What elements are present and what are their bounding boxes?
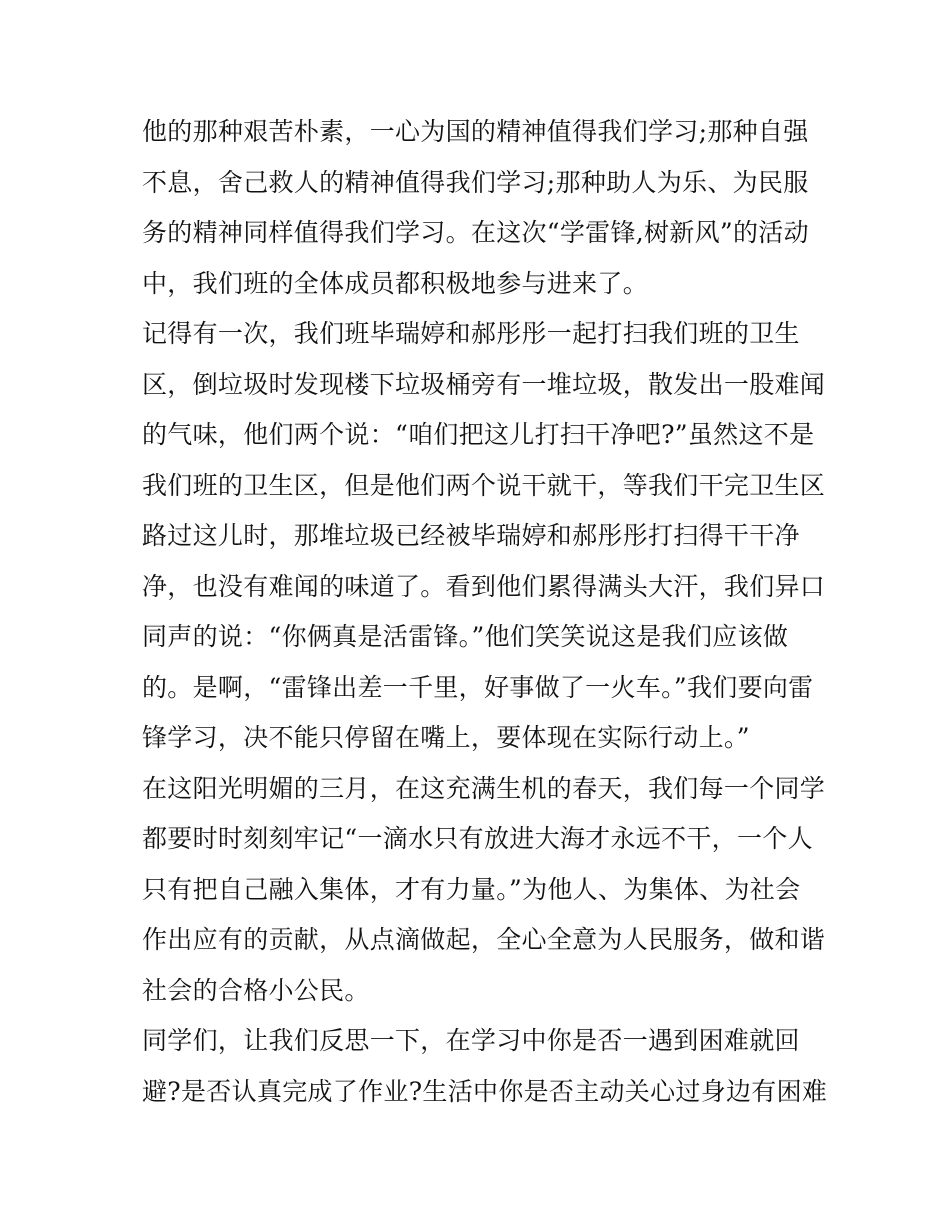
text-line: 只有把自己融入集体，才有力量。”为他人、为集体、为社会 <box>142 874 801 904</box>
text-line: 作出应有的贡献，从点滴做起，全心全意为人民服务，做和谐 <box>142 925 826 954</box>
text-line: 不息，舍己救人的精神值得我们学习;那种助人为乐、为民服 <box>142 167 809 197</box>
text-line: 净，也没有难闻的味道了。看到他们累得满头大汗，我们异口 <box>142 571 826 601</box>
text-line: 的气味，他们两个说：“咱们把这儿打扫干净吧?”虽然这不是 <box>142 420 815 449</box>
text-line: 同声的说：“你俩真是活雷锋。”他们笑笑说这是我们应该做 <box>142 622 789 651</box>
text-line: 锋学习，决不能只停留在嘴上，要体现在实际行动上。” <box>142 723 750 752</box>
text-line: 同学们，让我们反思一下，在学习中你是否一遇到困难就回 <box>142 1026 800 1055</box>
text-line: 社会的合格小公民。 <box>142 975 370 1005</box>
text-line: 在这阳光明媚的三月，在这充满生机的春天，我们每一个同学 <box>142 773 826 803</box>
text-line: 路过这儿时，那堆垃圾已经被毕瑞婷和郝彤彤打扫得干干净 <box>142 521 800 550</box>
text-line: 务的精神同样值得我们学习。在这次“学雷锋,树新风”的活动 <box>142 218 809 247</box>
text-line: 他的那种艰苦朴素，一心为国的精神值得我们学习;那种自强 <box>142 117 809 146</box>
document-body-text <box>142 107 828 1117</box>
text-line: 我们班的卫生区，但是他们两个说干就干，等我们干完卫生区 <box>142 470 826 500</box>
text-line: 的。是啊，“雷锋出差一千里，好事做了一火车。”我们要向雷 <box>142 672 814 702</box>
text-line: 中，我们班的全体成员都积极地参与进来了。 <box>142 268 649 298</box>
text-line: 都要时时刻刻牢记“一滴水只有放进大海才永远不干，一个人 <box>142 824 813 853</box>
text-line: 记得有一次，我们班毕瑞婷和郝彤彤一起打扫我们班的卫生 <box>142 319 800 348</box>
text-line: 避?是否认真完成了作业?生活中你是否主动关心过身边有困难 <box>142 1076 828 1106</box>
text-line: 区，倒垃圾时发现楼下垃圾桶旁有一堆垃圾，散发出一股难闻 <box>142 369 826 399</box>
